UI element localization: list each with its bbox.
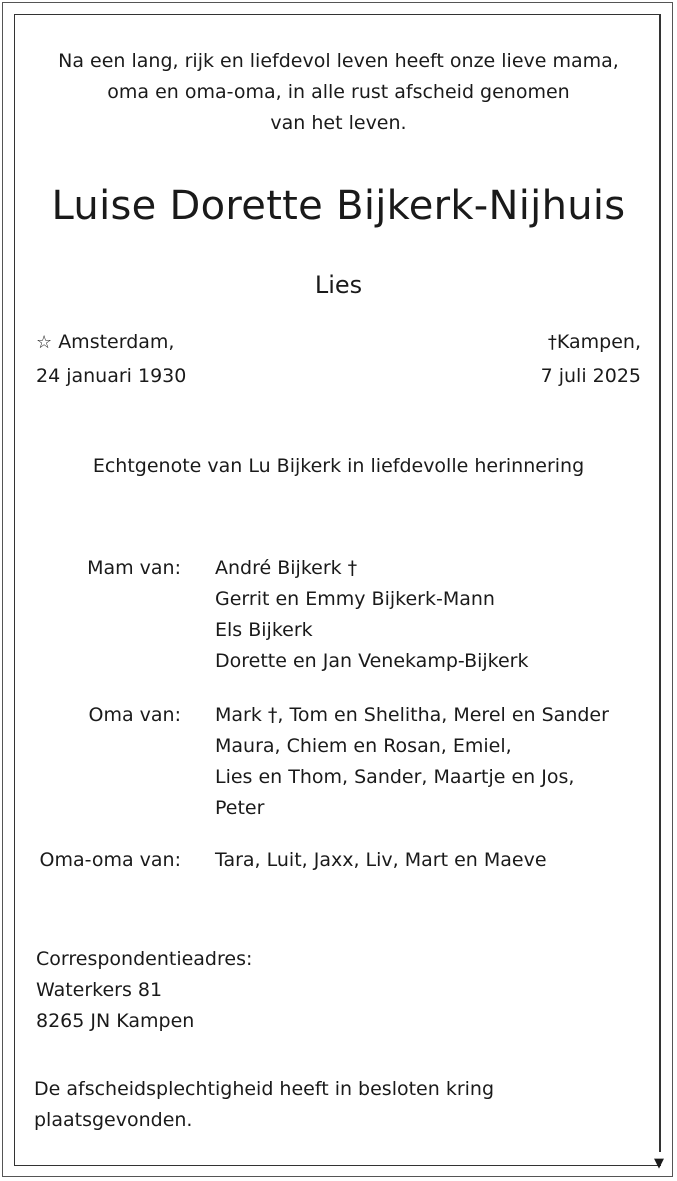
spouse-line: Echtgenote van Lu Bijkerk in liefdevolle herinnering bbox=[92, 455, 585, 477]
birth-place bbox=[36, 327, 174, 358]
intro-line: Na een lang, rijk en liefdevol leven heeft onze lieve mama, bbox=[58, 50, 619, 72]
intro-text bbox=[0, 46, 677, 139]
address-line: Correspondentieadres: bbox=[36, 948, 253, 970]
death-place-text: Kampen, bbox=[556, 331, 641, 353]
closing-text bbox=[34, 1074, 494, 1136]
death-place bbox=[548, 327, 641, 358]
family-name-line: Gerrit en Emmy Bijkerk-Mann bbox=[215, 588, 495, 610]
family-label: Oma-oma van: bbox=[39, 849, 181, 871]
family-names bbox=[215, 700, 609, 824]
address-line: 8265 JN Kampen bbox=[36, 1010, 195, 1032]
family-name-line: Lies en Thom, Sander, Maartje en Jos, bbox=[215, 766, 575, 788]
family-name-line: Els Bijkerk bbox=[215, 619, 313, 641]
closing-line: De afscheidsplechtigheid heeft in besloten kring bbox=[34, 1078, 495, 1100]
family-names bbox=[215, 553, 529, 677]
family-name-line: André Bijkerk † bbox=[215, 557, 358, 579]
birth-place-text: Amsterdam, bbox=[58, 331, 175, 353]
nickname: Lies bbox=[314, 271, 363, 299]
intro-line: oma en oma-oma, in alle rust afscheid genomen bbox=[107, 81, 570, 103]
star-icon: ☆ bbox=[36, 332, 53, 353]
cross-icon: † bbox=[547, 332, 557, 353]
family-name-line: Maura, Chiem en Rosan, Emiel, bbox=[215, 735, 512, 757]
closing-line: plaatsgevonden. bbox=[34, 1109, 193, 1131]
family-name-line: Tara, Luit, Jaxx, Liv, Mart en Maeve bbox=[215, 849, 547, 871]
death-date: 7 juli 2025 bbox=[540, 365, 641, 387]
family-label: Oma van: bbox=[88, 704, 181, 726]
family-name-line: Mark †, Tom en Shelitha, Merel en Sander bbox=[215, 704, 609, 726]
deceased-name: Luise Dorette Bijkerk-Nijhuis bbox=[51, 183, 626, 229]
family-names bbox=[215, 845, 547, 876]
birth-date: 24 januari 1930 bbox=[36, 365, 187, 387]
address-line: Waterkers 81 bbox=[36, 979, 163, 1001]
intro-line: van het leven. bbox=[270, 112, 407, 134]
continue-arrow-icon: ▼ bbox=[654, 1156, 664, 1171]
family-name-line: Peter bbox=[215, 797, 265, 819]
family-label: Mam van: bbox=[87, 557, 181, 579]
correspondence-address bbox=[36, 944, 252, 1037]
family-name-line: Dorette en Jan Venekamp-Bijkerk bbox=[215, 650, 529, 672]
